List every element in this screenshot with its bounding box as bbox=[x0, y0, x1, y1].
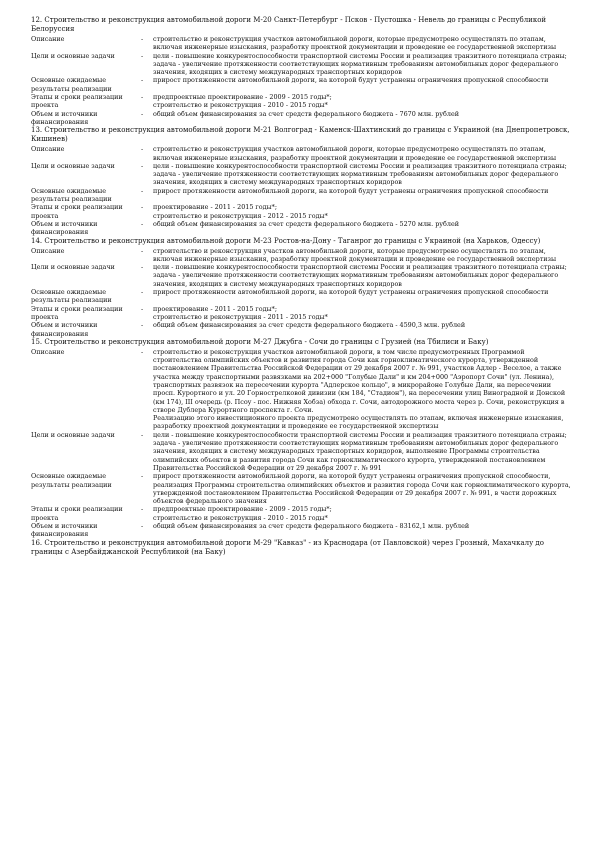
section-row bbox=[31, 220, 571, 237]
value-line: строительство и реконструкция участков автомобильной дороги, в том числе предусмотренных Программой строительства олимпийских объектов и развития города Сочи как горноклиматического курорта, утвержденной постановлением Правительства Российской Федерации от 29 декабря 2007 г. № 991, участков Адлер - Веселое, а также участка между транспортными развязками на 202+000 "Голубые Дали" и км 204+000 "Аэропорт Сочи" (ул. Ленина), транспортных развязок на пересечении курорта "Адлерское кольцо", в микрорайоне Голубые Дали, на пересечении просп. Курортного и ул. 20 Горнострелковой дивизии (км 184, "Стадион"), на пересечении улиц Виноградной и Донской (км 174), III очередь (р. Псоу - пос. Нижняя Хобза) обхода г. Сочи, автодорожного моста через р. Сочи, реконструкция в створе Дублера Курортного проспекта г. Сочи. bbox=[153, 347, 566, 414]
row-label: Описание bbox=[31, 145, 65, 154]
row-label: Объем и источники финансирования bbox=[31, 109, 98, 126]
value-line: цели - повышение конкурентоспособности транспортной системы России и реализация транзитного потенциала страны; bbox=[153, 51, 567, 60]
row-value bbox=[153, 220, 571, 237]
bullet: - bbox=[141, 186, 144, 195]
section-row bbox=[31, 431, 571, 472]
row-label: Основные ожидаемые результаты реализации bbox=[31, 472, 112, 489]
bullet: - bbox=[141, 203, 144, 212]
row-label: Этапы и сроки реализации проекта bbox=[31, 93, 123, 110]
section-row bbox=[31, 305, 571, 322]
bullet: - bbox=[141, 219, 144, 228]
section-row bbox=[31, 247, 571, 264]
bullet: - bbox=[141, 145, 144, 154]
row-label: Основные ожидаемые результаты реализации bbox=[31, 186, 112, 204]
bullet: - bbox=[141, 51, 144, 60]
row-label: Основные ожидаемые результаты реализации bbox=[31, 76, 112, 93]
section-row bbox=[31, 472, 571, 505]
value-line: прирост протяженности автомобильной дороги, на которой будут устранены ограничения пропускной способности, реализация Программы строительства олимпийских объектов и развития города Сочи как горноклиматического курорта, утвержденной постановлением Правительства Российской Федерации от 29 декабря 2007 г. № 991, в части дорожных объектов федерального значения bbox=[153, 472, 571, 506]
row-label: Объем и источники финансирования bbox=[31, 321, 98, 338]
bullet: - bbox=[141, 505, 144, 514]
section-row bbox=[31, 145, 571, 162]
row-value bbox=[153, 52, 571, 77]
value-line: Реализацию этого инвестиционного проекта предусмотрено осуществлять по этапам, включая инженерные изыскания, разработку проектной документации и проведение ее государственной экспертизы bbox=[153, 414, 564, 431]
row-label: Описание bbox=[31, 246, 65, 255]
section-title: 14. Строительство и реконструкция автомобильной дороги М-23 Ростов-на-Дону - Таганрог до границы с Украиной (на Харьков, Одессу) bbox=[31, 236, 541, 245]
value-line: строительство и реконструкция - 2011 - 2015 годы* bbox=[153, 312, 328, 321]
row-label: Цели и основные задачи bbox=[31, 430, 115, 439]
bullet: - bbox=[141, 76, 144, 85]
section-title: 16. Строительство и реконструкция автомобильной дороги М-29 "Кавказ" - из Краснодара (от Павловской) через Грозный, Махачкалу до границы с Азербайджанской Республикой (на Баку) bbox=[31, 538, 544, 556]
bullet: - bbox=[141, 263, 144, 272]
value-line: общий объем финансирования за счет средств федерального бюджета - 4590,3 млн. рублей bbox=[153, 321, 466, 330]
bullet: - bbox=[141, 522, 144, 531]
bullet: - bbox=[141, 430, 144, 439]
row-value bbox=[153, 247, 571, 264]
bullet: - bbox=[141, 304, 144, 313]
value-line: прирост протяженности автомобильной дороги, на которой будут устранены ограничения пропускной способности bbox=[153, 76, 549, 85]
bullet: - bbox=[141, 35, 144, 43]
row-label: Цели и основные задачи bbox=[31, 51, 115, 60]
value-line: проектирование - 2011 - 2015 годы*; bbox=[153, 203, 277, 212]
section-row bbox=[31, 110, 571, 127]
row-value bbox=[153, 305, 571, 322]
row-value bbox=[153, 93, 571, 110]
section-row bbox=[31, 348, 571, 431]
row-label: Объем и источники финансирования bbox=[31, 522, 98, 539]
value-line: строительство и реконструкция участков автомобильной дороги, которые предусмотрено осуществлять по этапам, включая инженерные изыскания, разработку проектной документации и проведение ее государственной экспертизы bbox=[153, 35, 557, 52]
value-line: прирост протяженности автомобильной дороги, на которой будут устранены ограничения пропускной способности bbox=[153, 288, 549, 297]
row-label: Этапы и сроки реализации проекта bbox=[31, 505, 123, 522]
row-value bbox=[153, 76, 571, 93]
row-label: Описание bbox=[31, 347, 65, 356]
row-value bbox=[153, 431, 571, 472]
row-value bbox=[153, 288, 571, 305]
value-line: цели - повышение конкурентоспособности транспортной системы России и реализация транзитного потенциала страны; bbox=[153, 263, 567, 272]
row-value bbox=[153, 505, 571, 522]
value-line: задача - увеличение протяженности соответствующих нормативным требованиям автомобильных дорог федерального значения, входящих в систему международных транспортных коридоров bbox=[153, 271, 559, 288]
value-line: цели - повышение конкурентоспособности транспортной системы России и реализация транзитного потенциала страны; bbox=[153, 161, 567, 170]
section-row bbox=[31, 162, 571, 187]
row-value bbox=[153, 348, 571, 431]
row-value bbox=[153, 162, 571, 187]
value-line: строительство и реконструкция - 2012 - 2015 годы* bbox=[153, 211, 328, 220]
section-row bbox=[31, 321, 571, 338]
value-line: прирост протяженности автомобильной дороги, на которой будут устранены ограничения пропускной способности bbox=[153, 186, 549, 195]
bullet: - bbox=[141, 93, 144, 102]
section-title: 12. Строительство и реконструкция автомобильной дороги М-20 Санкт-Петербург - Псков - Пустошка - Невель до границы с Республикой Белоруссия bbox=[31, 16, 547, 33]
value-line: предпроектные проектирование - 2009 - 2015 годы*; bbox=[153, 505, 332, 514]
row-label: Этапы и сроки реализации проекта bbox=[31, 203, 123, 220]
value-line: цели - повышение конкурентоспособности транспортной системы России и реализация транзитного потенциала страны; bbox=[153, 430, 567, 439]
bullet: - bbox=[141, 472, 144, 481]
row-value bbox=[153, 522, 571, 539]
row-value bbox=[153, 35, 571, 52]
bullet: - bbox=[141, 321, 144, 330]
row-label: Основные ожидаемые результаты реализации bbox=[31, 288, 112, 305]
row-value bbox=[153, 321, 571, 338]
row-value bbox=[153, 145, 571, 162]
section-title: 13. Строительство и реконструкция автомобильной дороги М-21 Волгоград - Каменск-Шахтинский до границы с Украиной (на Днепропетровск, Кишинев) bbox=[31, 126, 570, 144]
row-value bbox=[153, 110, 571, 127]
bullet: - bbox=[141, 161, 144, 170]
row-label: Цели и основные задачи bbox=[31, 263, 115, 272]
value-line: общий объем финансирования за счет средств федерального бюджета - 7670 млн. рублей bbox=[153, 109, 459, 118]
section-row bbox=[31, 263, 571, 288]
row-value bbox=[153, 472, 571, 505]
section-row bbox=[31, 76, 571, 93]
row-label: Описание bbox=[31, 35, 65, 43]
section-row bbox=[31, 522, 571, 539]
section-row bbox=[31, 288, 571, 305]
bullet: - bbox=[141, 347, 144, 356]
value-line: предпроектные проектирование - 2009 - 2015 годы*; bbox=[153, 93, 332, 102]
value-line: задача - увеличение протяженности соответствующих нормативным требованиям автомобильных дорог федерального значения, входящих в систему международных транспортных коридоров bbox=[153, 170, 559, 187]
value-line: проектирование - 2011 - 2015 годы*; bbox=[153, 304, 277, 313]
value-line: строительство и реконструкция - 2010 - 2015 годы* bbox=[153, 101, 328, 110]
section-row bbox=[31, 203, 571, 220]
bullet: - bbox=[141, 288, 144, 297]
document-body bbox=[31, 16, 571, 558]
section-row bbox=[31, 505, 571, 522]
row-label: Цели и основные задачи bbox=[31, 161, 115, 170]
value-line: строительство и реконструкция участков автомобильной дороги, которые предусмотрено осуществлять по этапам, включая инженерные изыскания, разработку проектной документации и проведение ее государственной экспертизы bbox=[153, 145, 557, 162]
value-line: строительство и реконструкция участков автомобильной дороги, которые предусмотрено осуществлять по этапам, включая инженерные изыскания, разработку проектной документации и проведение ее государственной экспертизы bbox=[153, 246, 557, 263]
row-label: Объем и источники финансирования bbox=[31, 219, 98, 237]
bullet: - bbox=[141, 109, 144, 118]
value-line: задача - увеличение протяженности соответствующих нормативным требованиям автомобильных дорог федерального значения, входящих в систему международных транспортных коридоров, выполнение Программы строительства олимпийских объектов и развития города Сочи как горноклиматического курорта, утвержденной постановлением Правительства Российской Федерации от 29 декабря 2007 г. № 991 bbox=[153, 439, 559, 472]
section-row bbox=[31, 93, 571, 110]
bullet: - bbox=[141, 246, 144, 255]
row-value bbox=[153, 187, 571, 204]
value-line: задача - увеличение протяженности соответствующих нормативным требованиям автомобильных дорог федерального значения, входящих в систему международных транспортных коридоров bbox=[153, 59, 559, 77]
value-line: строительство и реконструкция - 2010 - 2015 годы* bbox=[153, 513, 328, 522]
section-row bbox=[31, 187, 571, 204]
value-line: общий объем финансирования за счет средств федерального бюджета - 5270 млн. рублей bbox=[153, 219, 459, 228]
row-value bbox=[153, 263, 571, 288]
row-label: Этапы и сроки реализации проекта bbox=[31, 304, 123, 321]
value-line: общий объем финансирования за счет средств федерального бюджета - 83162,1 млн. рублей bbox=[153, 522, 470, 531]
section-row bbox=[31, 35, 571, 52]
section-title: 15. Строительство и реконструкция автомобильной дороги М-27 Джубга - Сочи до границы с Грузией (на Тбилиси и Баку) bbox=[31, 337, 489, 346]
section-row bbox=[31, 52, 571, 77]
row-value bbox=[153, 203, 571, 220]
